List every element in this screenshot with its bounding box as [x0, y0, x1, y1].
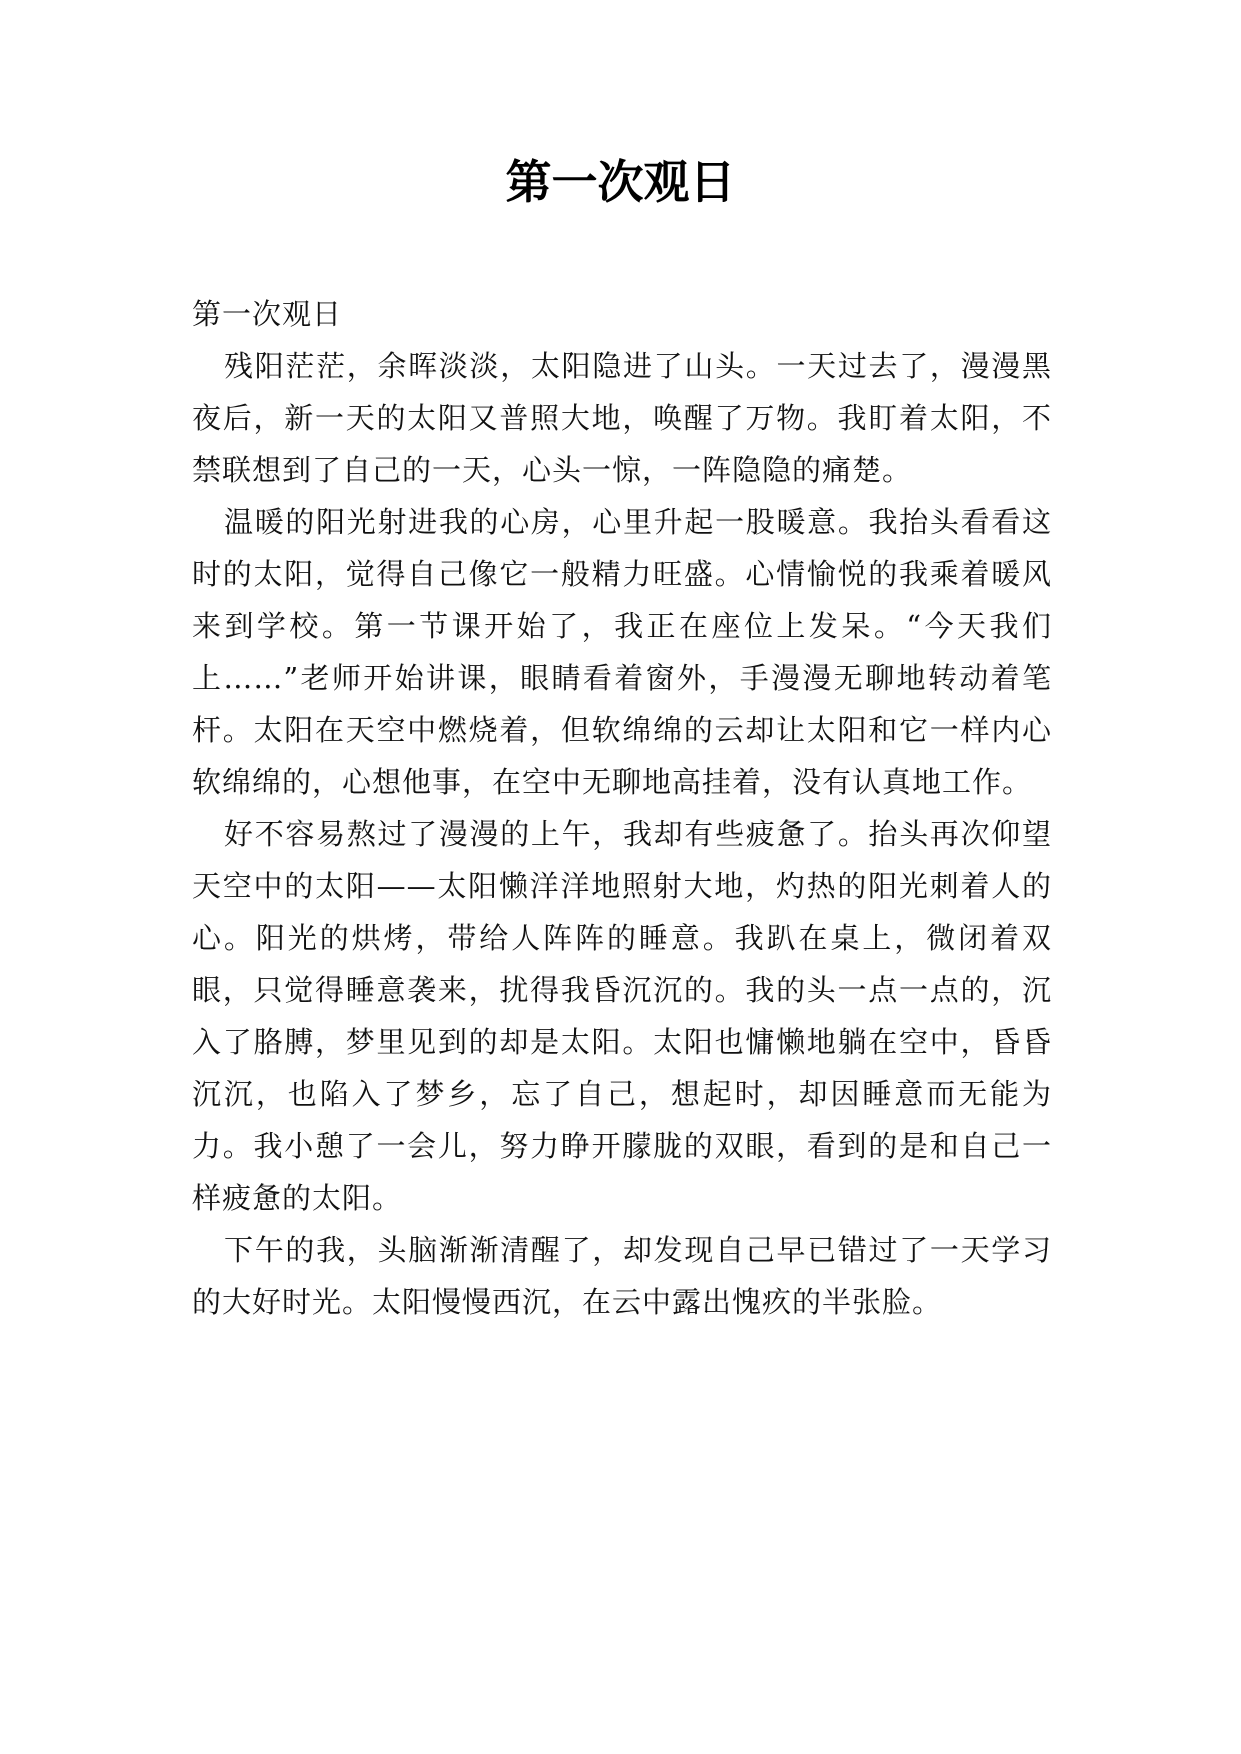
paragraph-1: 残阳茫茫，余晖淡淡，太阳隐进了山头。一天过去了，漫漫黑夜后，新一天的太阳又普照大地，唤醒了万物。我盯着太阳，不禁联想到了自己的一天，心头一惊，一阵隐隐的痛楚。: [192, 349, 1052, 487]
document-body: [192, 288, 1052, 1328]
paragraph-2: 温暖的阳光射进我的心房，心里升起一股暖意。我抬头看看这时的太阳，觉得自己像它一般精力旺盛。心情愉悦的我乘着暖风来到学校。第一节课开始了，我正在座位上发呆。“今天我们上……”老师开始讲课，眼睛看着窗外，手漫漫无聊地转动着笔杆。太阳在天空中燃烧着，但软绵绵的云却让太阳和它一样内心软绵绵的，心想他事，在空中无聊地高挂着，没有认真地工作。: [192, 505, 1052, 799]
paragraph-3: 好不容易熬过了漫漫的上午，我却有些疲惫了。抬头再次仰望天空中的太阳——太阳懒洋洋地照射大地，灼热的阳光刺着人的心。阳光的烘烤，带给人阵阵的睡意。我趴在桌上，微闭着双眼，只觉得睡意袭来，扰得我昏沉沉的。我的头一点一点的，沉入了胳膊，梦里见到的却是太阳。太阳也慵懒地躺在空中，昏昏沉沉，也陷入了梦乡，忘了自己，想起时，却因睡意而无能为力。我小憩了一会儿，努力睁开朦胧的双眼，看到的是和自己一样疲惫的太阳。: [192, 817, 1052, 1215]
paragraph-4: 下午的我，头脑渐渐清醒了，却发现自己早已错过了一天学习的大好时光。太阳慢慢西沉，在云中露出愧疚的半张脸。: [192, 1233, 1052, 1319]
paragraph-heading: 第一次观日: [192, 297, 343, 331]
document-title: 第一次观日: [505, 155, 736, 209]
